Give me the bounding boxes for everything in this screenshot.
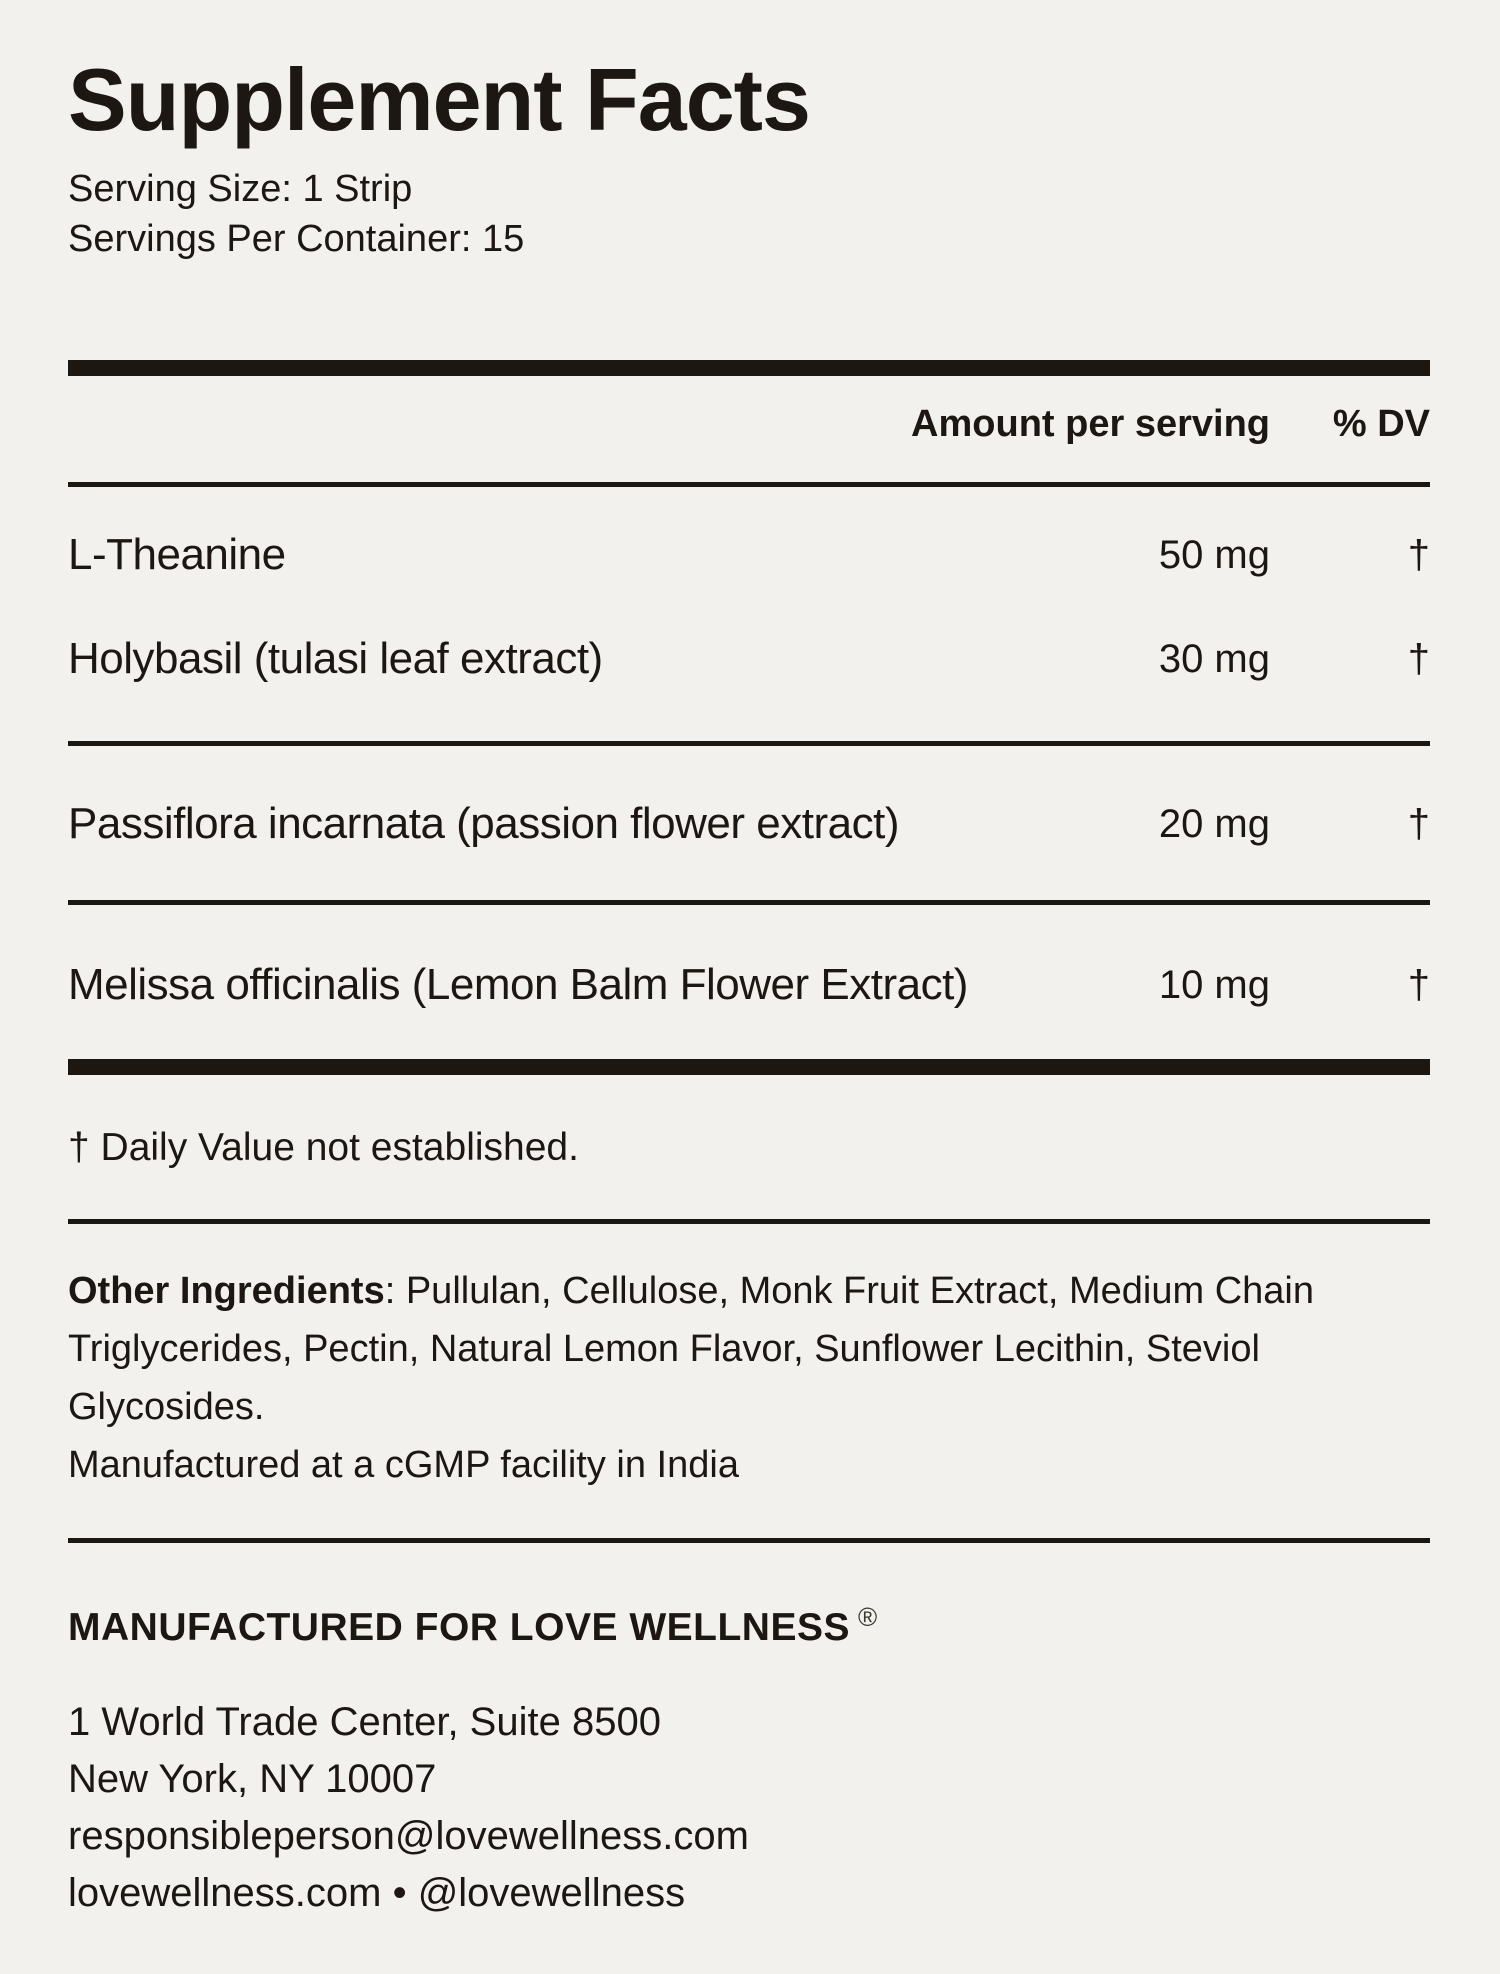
ingredient-amount: 10 mg — [1158, 963, 1270, 1007]
percent-dv-header: % DV — [1332, 403, 1430, 445]
ingredient-name: Holybasil (tulasi leaf extract) — [68, 634, 603, 683]
ingredient-name: Passiflora incarnata (passion flower extract) — [68, 799, 899, 848]
table-row — [68, 525, 1430, 585]
ingredient-amount: 50 mg — [1158, 533, 1270, 577]
table-row — [68, 794, 1430, 854]
address-line-2: New York, NY 10007 — [68, 1757, 437, 1801]
website-social-line: lovewellness.com • @lovewellness — [68, 1871, 686, 1915]
ingredient-amount: 30 mg — [1158, 637, 1270, 681]
table-row — [68, 629, 1430, 689]
contact-email: responsibleperson@lovewellness.com — [68, 1814, 749, 1858]
other-ingredients-paragraph — [68, 1262, 1430, 1436]
manufacturer-address — [68, 1694, 1430, 1922]
divider-thin-row — [68, 741, 1430, 746]
registered-trademark-symbol: ® — [858, 1602, 878, 1632]
facts-header-row — [68, 402, 1430, 446]
divider-thin-header — [68, 482, 1430, 487]
ingredient-name: L-Theanine — [68, 530, 286, 579]
ingredient-dv: † — [1407, 802, 1430, 846]
table-row — [68, 955, 1430, 1015]
other-ingredients-label: Other Ingredients — [68, 1270, 385, 1312]
address-line-1: 1 World Trade Center, Suite 8500 — [68, 1700, 661, 1744]
serving-info — [68, 164, 1430, 264]
other-ingredients-text: : Pullulan, Cellulose, Monk Fruit Extract, Medium Chain Triglycerides, Pectin, Natural Lemon Flavor, Sunflower Lecithin, Steviol Glycosides. — [68, 1270, 1314, 1428]
manufacturer-heading — [68, 1591, 1430, 1654]
divider-thin-row — [68, 900, 1430, 905]
serving-size-text: Serving Size: 1 Strip — [68, 168, 413, 210]
servings-per-container-text: Servings Per Container: 15 — [68, 218, 525, 260]
ingredient-amount: 20 mg — [1158, 802, 1270, 846]
amount-per-serving-header: Amount per serving — [911, 403, 1270, 445]
ingredient-dv: † — [1407, 533, 1430, 577]
ingredient-dv: † — [1407, 963, 1430, 1007]
ingredient-dv: † — [1407, 637, 1430, 681]
ingredient-name: Melissa officinalis (Lemon Balm Flower Extract) — [68, 960, 968, 1009]
page-title: Supplement Facts — [68, 50, 810, 149]
manufacturer-heading-text: MANUFACTURED FOR LOVE WELLNESS — [68, 1606, 850, 1649]
dv-footnote: † Daily Value not established. — [68, 1126, 579, 1169]
divider-thin-footnote — [68, 1219, 1430, 1224]
divider-thick-top — [68, 360, 1430, 376]
divider-thick-bottom — [68, 1059, 1430, 1075]
manufactured-at-text: Manufactured at a cGMP facility in India — [68, 1444, 739, 1486]
divider-thin-manufacturer — [68, 1538, 1430, 1543]
